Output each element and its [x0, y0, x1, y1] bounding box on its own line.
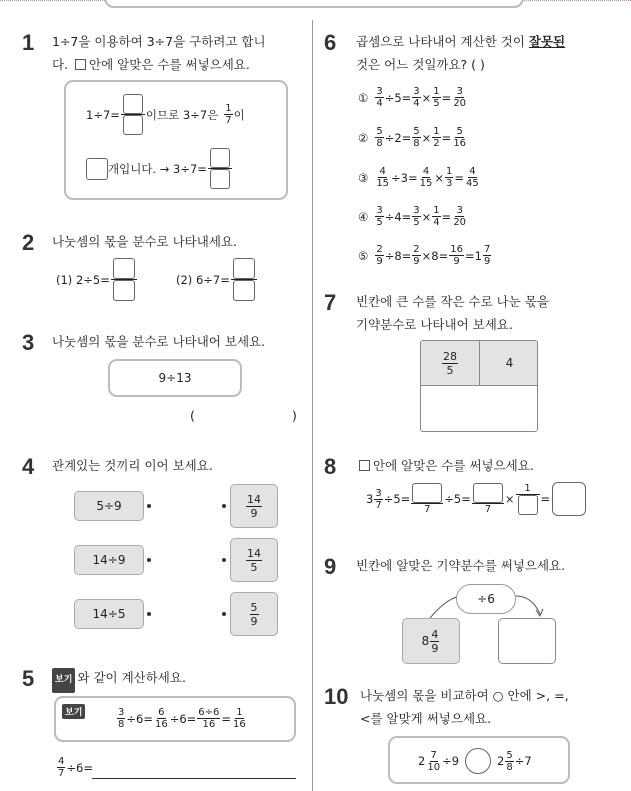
num: 14: [247, 546, 261, 560]
den: 8: [506, 761, 513, 773]
num: 3: [118, 707, 125, 718]
q6-text-a: 곱셈으로 나타내어 계산한 것이: [356, 34, 525, 49]
num: 3: [413, 86, 420, 97]
q1-answer-fraction: [208, 148, 232, 189]
q1-ans-num[interactable]: [210, 148, 230, 168]
den: 9: [413, 256, 420, 267]
num: 3: [376, 86, 383, 97]
den: 3: [446, 178, 453, 189]
q8-text: [356, 454, 534, 477]
q4-right-dot-3[interactable]: [222, 612, 226, 616]
fraction: [432, 126, 440, 149]
op: ÷7: [514, 754, 532, 768]
q5-example-box: [54, 696, 296, 742]
fraction: [375, 126, 383, 149]
fraction: [412, 244, 420, 267]
num: 7: [430, 749, 437, 761]
den: 9: [250, 506, 258, 520]
den: 7: [424, 504, 431, 515]
num: 14: [247, 492, 261, 506]
num: 2: [376, 244, 383, 255]
q4-left-2[interactable]: 14÷9: [74, 545, 144, 575]
q4-left-dot-2[interactable]: [147, 558, 151, 562]
q4-right-3[interactable]: [230, 592, 278, 636]
q1-text-line2b: 안에 알맞은 수를 써넣으세요.: [89, 57, 250, 72]
num: 1: [236, 707, 243, 718]
option-mark: ③: [358, 170, 369, 185]
den: 16: [202, 719, 216, 730]
q9-text: 빈칸에 알맞은 기약분수를 써넣으세요.: [356, 558, 566, 573]
op: ÷6=: [66, 760, 93, 775]
q3-number: 3: [22, 330, 35, 355]
num: 5: [250, 600, 258, 614]
op: ÷9: [442, 754, 460, 768]
op: =: [540, 492, 551, 506]
blank-square-icon: [75, 59, 86, 70]
fraction: [375, 166, 390, 189]
op: ÷4=: [384, 209, 412, 224]
num: 28: [443, 349, 457, 363]
q3-answer-close: ): [292, 408, 297, 423]
q1-eq-mid: 이므로 3÷7은: [145, 107, 219, 122]
q3-expression: 9÷13: [108, 359, 242, 397]
q3-answer-open: (: [190, 408, 195, 423]
column-divider: [312, 20, 313, 791]
q8-blank-result[interactable]: [552, 482, 586, 516]
fraction: [452, 126, 467, 149]
q8-blank-2[interactable]: [473, 483, 503, 503]
den: 9: [376, 256, 383, 267]
op: ÷8=: [384, 248, 412, 263]
fraction: [452, 205, 467, 228]
den: 7: [225, 115, 232, 126]
whole: 2: [497, 754, 505, 768]
q7-cell-a: [421, 341, 480, 386]
q7-text-a: 빈칸에 큰 수를 작은 수로 나눈 몫을: [356, 294, 549, 309]
q9-operator-oval: ÷6: [456, 584, 516, 614]
q2-part1: (1) 2÷5=: [56, 272, 110, 287]
fraction: [465, 166, 480, 189]
q7-number: 7: [324, 290, 337, 315]
den: 5: [433, 98, 440, 109]
q8-equation: [366, 482, 586, 516]
fraction: [375, 205, 383, 228]
q2-part2-answer: [231, 258, 257, 301]
op: ×: [421, 130, 432, 145]
den: 9: [431, 641, 439, 655]
op: ÷3=: [391, 170, 418, 185]
den: 16: [453, 138, 467, 149]
den: 45: [466, 178, 479, 189]
num: 3: [456, 205, 463, 216]
num: 5: [413, 126, 420, 137]
fraction: [375, 86, 383, 109]
num: 1: [446, 166, 453, 177]
q1-blank-den[interactable]: [123, 115, 143, 135]
op: ×: [421, 209, 432, 224]
op: =: [441, 130, 452, 145]
option-mark: ①: [358, 90, 369, 105]
q2-p1-num[interactable]: [113, 258, 135, 279]
whole: 2: [418, 754, 426, 768]
op: ÷2=: [384, 130, 412, 145]
den: 16: [233, 719, 246, 730]
q1-box: [64, 80, 288, 200]
q6-option-2[interactable]: [358, 126, 468, 149]
num: 4: [469, 166, 476, 177]
q5-number: 5: [22, 666, 35, 691]
q4-right-2[interactable]: [230, 538, 278, 582]
q10-text-b: <를 알맞게 써넣으세요.: [360, 711, 492, 726]
num: 4: [422, 166, 430, 177]
fraction: [412, 205, 420, 228]
q4-number: 4: [22, 454, 35, 479]
num: 6÷6: [198, 707, 220, 718]
q4-right-1[interactable]: [230, 484, 278, 528]
q7-text-b: 기약분수로 나타내어 보세요.: [356, 317, 513, 332]
den: 4: [376, 98, 383, 109]
den: 15: [419, 178, 433, 189]
q1-text-line2a: 다.: [52, 57, 69, 72]
num: 3: [375, 487, 382, 499]
op: ÷5=: [444, 492, 471, 506]
q4-right-dot-1[interactable]: [222, 504, 226, 508]
op: =: [441, 90, 452, 105]
op: ÷6=: [169, 711, 197, 726]
fraction: [432, 86, 440, 109]
num: 4: [58, 756, 65, 767]
op: =1: [464, 248, 482, 263]
den: 4: [413, 98, 420, 109]
num: 1: [433, 126, 440, 137]
q7-cell-b: 4: [480, 341, 538, 386]
q5-answer-line[interactable]: [92, 778, 296, 779]
op: ×: [421, 90, 432, 105]
q5-instruction: 와 같이 계산하세요.: [77, 670, 186, 685]
q10-text-a: 나눗셈의 몫을 비교하여 ○ 안에 >, =,: [360, 688, 569, 703]
op: ÷5=: [384, 90, 412, 105]
q1-fraction-1-7: [224, 103, 232, 126]
q3-text: 나눗셈의 몫을 분수로 나타내어 보세요.: [52, 334, 266, 349]
q6-text: [356, 30, 606, 76]
q8-instruction: 안에 알맞은 수를 써넣으세요.: [373, 458, 534, 473]
op: ×8=: [421, 248, 449, 263]
option-mark: ⑤: [358, 248, 369, 263]
den: 7: [58, 768, 65, 779]
op: =: [441, 209, 452, 224]
q7-answer-cell[interactable]: [421, 386, 538, 432]
q1-blank-fraction: [121, 94, 145, 135]
q4-left-dot-3[interactable]: [147, 612, 151, 616]
num: 1: [524, 483, 531, 494]
fraction: [483, 244, 491, 267]
q8-number: 8: [324, 454, 337, 479]
q1-number: 1: [22, 30, 35, 55]
q1-eq-end: 이: [233, 107, 245, 122]
q4-left-1[interactable]: 5÷9: [74, 491, 144, 521]
q1-ans-den[interactable]: [210, 169, 230, 189]
whole: 8: [421, 634, 430, 648]
num: 5: [506, 749, 513, 761]
q10-compare-circle[interactable]: [465, 748, 491, 774]
q4-text: 관계있는 것끼리 이어 보세요.: [52, 458, 213, 473]
q6-option-1[interactable]: [358, 86, 468, 109]
q6-text-b: 것은 어느 것일까요? ( ): [356, 57, 485, 72]
fraction: [412, 126, 420, 149]
q2-number: 2: [22, 230, 35, 255]
fraction: [412, 86, 420, 109]
den: 10: [427, 761, 441, 773]
num: 7: [483, 244, 491, 255]
q1-text-line1: 1÷7을 이용하여 3÷7을 구하려고 합니: [52, 34, 266, 49]
header-tab: [104, 0, 524, 8]
option-mark: ②: [358, 130, 369, 145]
den: 9: [453, 256, 460, 267]
q1-eq-start: 1÷7=: [86, 107, 120, 122]
q2-p2-num[interactable]: [233, 258, 255, 279]
whole: 3: [366, 492, 374, 506]
q6-option-5[interactable]: [358, 244, 492, 267]
q4-left-3[interactable]: 14÷5: [74, 599, 144, 629]
fraction: [452, 86, 467, 109]
den: 9: [483, 256, 491, 267]
op: ÷5=: [383, 492, 411, 506]
fraction: [419, 166, 434, 189]
q10-compare-box: [388, 736, 570, 784]
q6-emphasis: 잘못된: [528, 34, 566, 49]
q4-right-dot-2[interactable]: [222, 558, 226, 562]
num: 2: [413, 244, 420, 255]
den: 7: [484, 504, 492, 515]
q9-number: 9: [324, 554, 337, 579]
op: =: [454, 170, 465, 185]
den: 8: [413, 138, 420, 149]
q2-part2: (2) 6÷7=: [176, 272, 230, 287]
den: 15: [376, 178, 390, 189]
num: 1: [225, 103, 232, 114]
fraction: [449, 244, 464, 267]
den: 9: [250, 614, 258, 628]
den: 5: [376, 217, 383, 228]
q8-blank-3[interactable]: [518, 495, 538, 515]
fraction: [445, 166, 453, 189]
q4-left-dot-1[interactable]: [147, 504, 151, 508]
q1-blank-count[interactable]: [86, 158, 108, 180]
num: 5: [376, 126, 383, 137]
q5-problem: [56, 756, 93, 779]
example-badge-inner: 보기: [62, 704, 85, 719]
num: 3: [376, 205, 383, 216]
q2-p1-den[interactable]: [113, 280, 135, 301]
num: 4: [379, 166, 386, 177]
q10-number: 10: [324, 684, 349, 709]
q1-text: [52, 30, 266, 76]
q2-text: 나눗셈의 몫을 분수로 나타내세요.: [52, 234, 237, 249]
den: 2: [433, 138, 440, 149]
num: 4: [431, 627, 439, 641]
q1-blank-num[interactable]: [123, 94, 143, 114]
num: 5: [456, 126, 463, 137]
op: ÷6=: [126, 711, 153, 726]
fraction: [375, 244, 383, 267]
op: =: [221, 711, 232, 726]
q1-eq2-text: 개입니다. → 3÷7=: [108, 161, 207, 176]
q5-text: [52, 666, 186, 693]
option-mark: ④: [358, 209, 369, 224]
fraction: [432, 205, 440, 228]
q9-answer-box[interactable]: [498, 618, 556, 664]
den: 20: [453, 98, 467, 109]
den: 5: [413, 217, 420, 228]
q6-option-3[interactable]: [358, 166, 481, 189]
num: 3: [413, 205, 420, 216]
num: 1: [433, 205, 440, 216]
q7-table: [420, 340, 538, 432]
example-badge: 보기: [52, 668, 75, 693]
blank-square-icon: [359, 460, 370, 471]
den: 20: [453, 217, 467, 228]
num: 6: [158, 707, 165, 718]
q6-number: 6: [324, 30, 337, 55]
den: 4: [433, 217, 440, 228]
q10-text: [360, 684, 569, 730]
den: 7: [375, 499, 382, 511]
q2-part1-answer: [111, 258, 137, 301]
op: ×: [434, 170, 445, 185]
num: 1: [433, 86, 440, 97]
den: 5: [446, 363, 454, 377]
q2-p2-den[interactable]: [233, 280, 255, 301]
den: 8: [376, 138, 383, 149]
q9-start-value: [402, 618, 460, 664]
q7-text: [356, 290, 549, 336]
q8-blank-1[interactable]: [412, 483, 442, 503]
op: ×: [504, 492, 515, 506]
num: 16: [450, 244, 463, 255]
num: 3: [456, 86, 463, 97]
q6-option-4[interactable]: [358, 205, 468, 228]
den: 5: [250, 560, 258, 574]
den: 8: [118, 719, 125, 730]
den: 16: [154, 719, 168, 730]
